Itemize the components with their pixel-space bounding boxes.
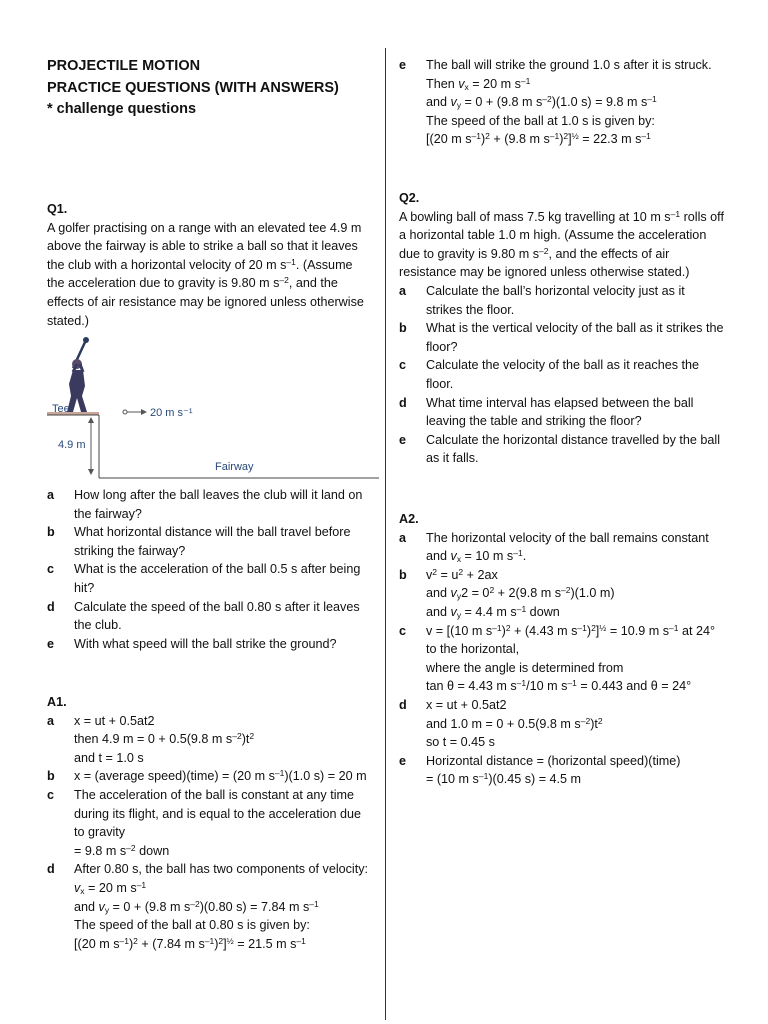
answer-item: [399, 752, 724, 789]
item-label: d: [399, 395, 407, 410]
answer-line: and $v_y = 4.4$ m $s^{-1}$ down: [426, 603, 560, 620]
q2-item: [399, 282, 724, 319]
a2-section: [399, 510, 724, 789]
item-text: Calculate the speed of the ball 0.80 s after it leaves the club.: [74, 599, 360, 633]
answer-line: [(20 m $s^{-1})^2 + (7.84$ m $s^{-1})^2]^{\frac{1}{2}} = 21.5$ m $s^{-1}$: [74, 935, 306, 951]
a1-heading: A1.: [47, 695, 67, 709]
title-line-2: PRACTICE QUESTIONS (WITH ANSWERS): [47, 79, 339, 96]
column-divider: [385, 48, 386, 1020]
item-text: What is the vertical velocity of the ball as it strikes the floor?: [426, 321, 724, 354]
q1-intro: A golfer practising on a range with an elevated tee 4.9 m above the fairway is able to strike a ball so that it leaves the club with a horizontal velocity of 20 m $s^{-1}$. (Assume the acceleration due to gravity is 9.80 m $s^{-2}$, and the effects of air resistance may be ignored unless otherwise stated.): [47, 220, 364, 328]
answer-text: [74, 767, 372, 786]
q1-section: [47, 200, 372, 330]
answer-label: e: [399, 58, 407, 72]
q1-item: [47, 560, 372, 597]
answer-label: e: [399, 753, 407, 768]
height-arrow-down: [88, 469, 94, 475]
answer-label: a: [47, 713, 55, 728]
q2-item: [399, 431, 724, 468]
q1-item: [47, 523, 372, 560]
answer-line: After 0.80 s, the ball has two components of velocity:: [74, 862, 369, 877]
answer-line: Then $v_x = 20$ m $s^{-1}$: [426, 75, 531, 92]
item-text: Calculate the ball’s horizontal velocity just as it strikes the floor.: [426, 283, 685, 317]
answer-line: Horizontal distance = (horizontal speed)(time): [426, 753, 681, 768]
velocity-arrowhead: [141, 409, 147, 415]
answer-line: The horizontal velocity of the ball remains constant and $v_x = 10$ m $s^{-1}$.: [426, 530, 709, 565]
item-label: a: [47, 488, 55, 502]
q1-items: [47, 486, 372, 653]
q1-item: [47, 635, 372, 654]
answer-label: d: [399, 697, 407, 712]
answer-label: a: [399, 530, 407, 545]
item-label: a: [399, 283, 407, 298]
item-text: What is the acceleration of the ball 0.5 s after being hit?: [74, 562, 361, 595]
q2-intro: A bowling ball of mass 7.5 kg travelling at 10 m $s^{-1}$ rolls off a horizontal table 1.0 m high. (Assume the acceleration due to gravity is 9.80 m $s^{-2}$, and the effects of air resistance may be ignored unless otherwise stated.): [399, 208, 724, 280]
golfer-icon: [67, 337, 89, 412]
fairway-label: Fairway: [215, 461, 254, 473]
item-label: d: [47, 599, 55, 614]
answer-text: [426, 696, 724, 752]
answer-label: b: [47, 769, 55, 784]
answer-line: where the angle is determined from: [426, 660, 624, 675]
answer-line: and 1.0 m = 0 + 0.5(9.8 m $s^{-2})t^2$: [426, 715, 603, 731]
answer-text: [426, 622, 724, 696]
answer-line: The speed of the ball at 0.80 s is given by:: [74, 918, 310, 933]
title-line-3: * challenge questions: [47, 101, 197, 117]
document-title: [47, 56, 339, 121]
q2-heading: Q2.: [399, 191, 420, 205]
answer-item: [399, 529, 724, 566]
answer-line: The acceleration of the ball is constant at any time during its flight, and is equal to the acceleration due to gravity: [74, 787, 362, 840]
answer-label: d: [47, 862, 55, 877]
a1-continued-list: [399, 56, 724, 149]
item-label: b: [399, 321, 407, 336]
answer-text: [426, 529, 724, 566]
answer-line: and $v_y2 = 0^2 + 2(9.8$ m $s^{-2})(1.0$ m): [426, 585, 615, 602]
answer-line: x = ut + 0.5at2: [74, 713, 155, 728]
answer-line: $v^2 = u^2 + 2ax$: [426, 566, 498, 582]
item-label: e: [399, 432, 407, 447]
answer-text: [426, 56, 724, 149]
answer-line: then 4.9 m = 0 + 0.5(9.8 m $s^{-2})t^2$: [74, 731, 255, 747]
answer-line: [(20 m $s^{-1})^2 + (9.8$ m $s^{-1})^2]^{\frac{1}{2}} = 22.3$ m $s^{-1}$: [426, 131, 651, 147]
item-label: e: [47, 636, 55, 651]
answer-line: and $v_y = 0 + (9.8$ m $s^{-2})(0.80$ s) = 7.84 m $s^{-1}$: [74, 898, 319, 915]
height-arrow-up: [88, 417, 94, 423]
q1-item: [47, 598, 372, 635]
q2-item: [399, 319, 724, 356]
a1-answer-list: [47, 712, 372, 954]
velocity-label: 20 m s⁻¹: [150, 407, 193, 419]
q2-item: [399, 394, 724, 431]
answer-item: [399, 56, 724, 149]
answer-line: x = ut + 0.5at2: [426, 697, 507, 712]
item-label: c: [47, 562, 55, 577]
answer-line: so t = 0.45 s: [426, 735, 495, 750]
tee-label: Tee: [52, 403, 70, 415]
answer-line: tan θ = 4.43 m $s^{-1}/10$ m $s^{-1} = 0.443$ and θ = 24°: [426, 678, 692, 694]
answer-label: b: [399, 567, 407, 582]
answer-item: [47, 786, 372, 860]
item-text: With what speed will the ball strike the ground?: [74, 636, 337, 651]
item-text: Calculate the horizontal distance travelled by the ball as it falls.: [426, 432, 721, 466]
q2-section: [399, 189, 724, 468]
answer-line: x = (average speed)(time) = (20 m $s^{-1})(1.0$ s) = 20 m: [74, 768, 367, 784]
answer-item: [399, 622, 724, 696]
q1-heading: Q1.: [47, 202, 68, 216]
answer-label: c: [47, 787, 55, 802]
answer-line: The ball will strike the ground 1.0 s after it is struck.: [426, 58, 712, 72]
answer-label: c: [399, 623, 407, 638]
answer-line: = 9.8 m $s^{-2}$ down: [74, 842, 170, 858]
answer-line: v = [(10 m $s^{-1})^2 + (4.43$ m $s^{-1})^2]^{\frac{1}{2}} = 10.9$ m $s^{-1}$ at 24° to the horizontal,: [426, 622, 716, 657]
answer-line: and t = 1.0 s: [74, 750, 144, 765]
q1-item: [47, 486, 372, 523]
answer-text: [74, 860, 372, 953]
answer-item: [399, 566, 724, 622]
answer-text: [74, 712, 372, 768]
a2-answer-list: [399, 529, 724, 789]
answer-text: [426, 752, 724, 789]
answer-item: [47, 767, 372, 786]
item-text: What time interval has elapsed between the ball leaving the table and striking the floor?: [426, 395, 694, 429]
answer-item: [399, 696, 724, 752]
golfer-figure: [47, 334, 379, 482]
item-label: b: [47, 525, 55, 540]
item-label: c: [399, 358, 407, 373]
height-label: 4.9 m: [58, 439, 86, 451]
answer-line: = (10 m $s^{-1})(0.45$ s) = 4.5 m: [426, 771, 582, 787]
answer-line: $v_x = 20$ m $s^{-1}$: [74, 879, 147, 896]
answer-text: [74, 786, 372, 860]
answer-item: [47, 860, 372, 953]
answer-line: The speed of the ball at 1.0 s is given by:: [426, 113, 655, 128]
q2-item: [399, 356, 724, 393]
title-line-1: PROJECTILE MOTION: [47, 58, 201, 74]
a1-section: [47, 693, 372, 953]
item-text: How long after the ball leaves the club will it land on the fairway?: [74, 488, 363, 521]
ball-marker: [123, 410, 127, 414]
answer-item: [47, 712, 372, 768]
item-text: What horizontal distance will the ball travel before striking the fairway?: [74, 525, 351, 558]
answer-text: [426, 566, 724, 622]
a1-continued: [399, 56, 724, 149]
answer-line: and $v_y = 0 + (9.8$ m $s^{-2})(1.0$ s) = 9.8 m $s^{-1}$: [426, 94, 657, 111]
item-text: Calculate the velocity of the ball as it reaches the floor.: [426, 358, 700, 391]
a2-heading: A2.: [399, 512, 419, 526]
